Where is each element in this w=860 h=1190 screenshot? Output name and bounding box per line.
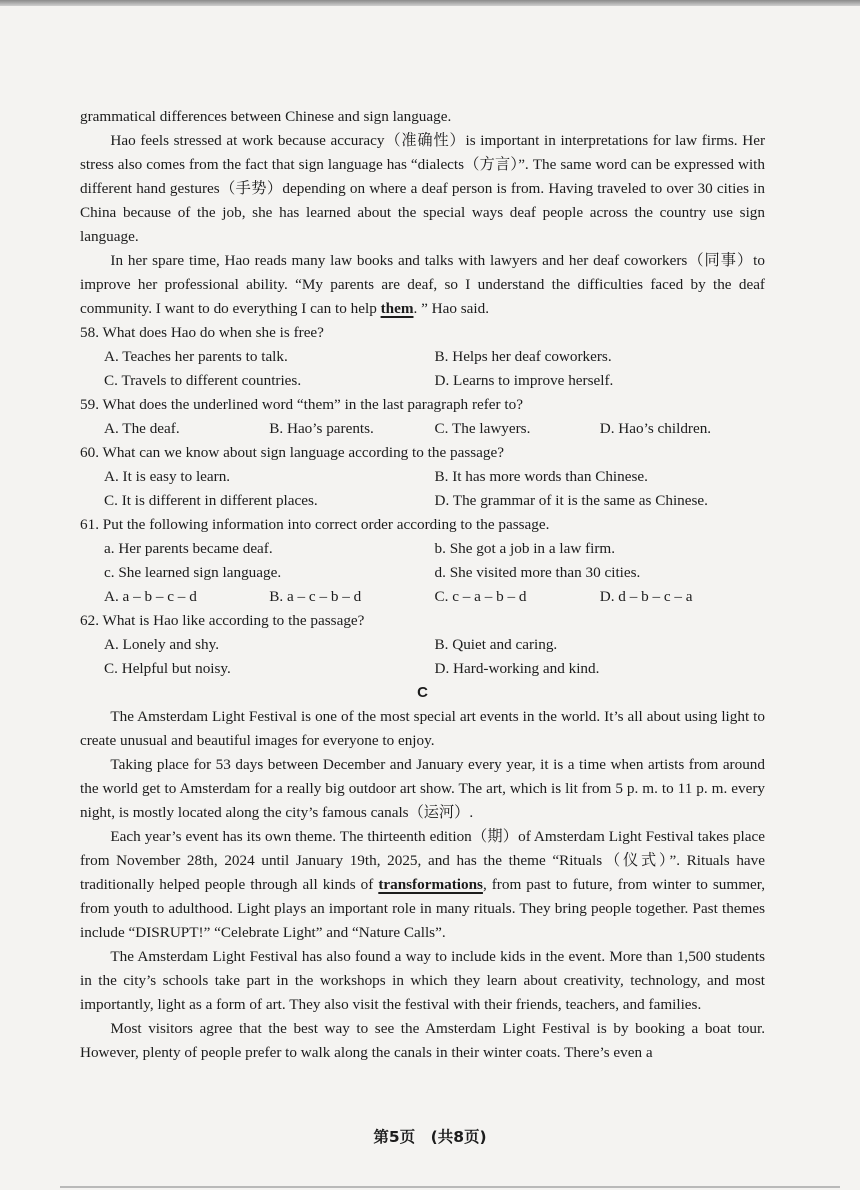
passage-c-paragraph-3 bbox=[80, 825, 765, 945]
ordering-item: b. She got a job in a law firm. bbox=[434, 540, 616, 557]
option: D. The grammar of it is the same as Chinese. bbox=[434, 492, 708, 509]
option: B. Helps her deaf coworkers. bbox=[434, 348, 612, 365]
scan-bottom-edge bbox=[60, 1186, 840, 1188]
question-62 bbox=[80, 609, 765, 681]
question-stem: 58. What does Hao do when she is free? bbox=[80, 324, 324, 341]
underlined-word-them: them bbox=[380, 300, 414, 317]
question-stem: 62. What is Hao like according to the passage? bbox=[80, 612, 365, 629]
options bbox=[80, 585, 765, 609]
option: A. The deaf. bbox=[104, 420, 180, 437]
passage-c-paragraph-1: The Amsterdam Light Festival is one of the most special art events in the world. It’s all about using light to create unusual and beautiful images for everyone to enjoy. bbox=[80, 708, 765, 749]
paragraph-text: In her spare time, Hao reads many law books and talks with lawyers and her deaf coworkers（同事）to improve her professional ability. “My parents are deaf, so I understand the difficulties faced by the deaf community. I want to do everything I can to help bbox=[80, 252, 765, 317]
scan-top-edge bbox=[0, 0, 860, 6]
ordering-item: a. Her parents became deaf. bbox=[104, 540, 273, 557]
option: B. It has more words than Chinese. bbox=[434, 468, 648, 485]
passage-c-paragraph-4: The Amsterdam Light Festival has also found a way to include kids in the event. More than 1,500 students in the city’s schools take part in the workshops in which they learn about creativity, technology, and most importantly, light as a form of art. They also visit the festival with their friends, teachers, and families. bbox=[80, 948, 765, 1013]
question-stem: 59. What does the underlined word “them” in the last paragraph refer to? bbox=[80, 396, 523, 413]
option: C. It is different in different places. bbox=[104, 492, 318, 509]
question-60 bbox=[80, 441, 765, 513]
option: B. Quiet and caring. bbox=[434, 636, 558, 653]
option: B. Hao’s parents. bbox=[269, 420, 374, 437]
option: A. Lonely and shy. bbox=[104, 636, 220, 653]
underlined-word-transformations: transformations bbox=[378, 876, 483, 893]
paragraph-text: Each year’s event has its own theme. The thirteenth edition（期）of Amsterdam Light Festival takes place from November 28th, 2024 until January 19th, 2025, and has the theme “Rituals（仪式）”. Rituals have traditionally helped people through all kinds of bbox=[80, 828, 765, 893]
question-stem: 61. Put the following information into correct order according to the passage. bbox=[80, 516, 550, 533]
ordering-item: c. She learned sign language. bbox=[104, 564, 282, 581]
passage-b-paragraph-1: Hao feels stressed at work because accuracy（准确性）is important in interpretations for law firms. Her stress also comes from the fact that sign language has “dialects（方言）”. The same word can be expressed with different hand gestures（手势）depending on where a deaf person is from. Having traveled to over 30 cities in China because of the job, she has learned about the special ways deaf people across the country use sign language. bbox=[80, 132, 765, 245]
paragraph-text: . ” Hao said. bbox=[413, 300, 489, 317]
options bbox=[80, 417, 765, 441]
question-59 bbox=[80, 393, 765, 441]
options bbox=[80, 465, 765, 513]
question-58 bbox=[80, 321, 765, 393]
paragraph-text: , from past to future, from winter to summer, from youth to adulthood. Light plays an important role in many rituals. They bring people together. Past themes include “DISRUPT!” “Celebrate Light” and “Nature Calls”. bbox=[80, 876, 765, 941]
option: A. Teaches her parents to talk. bbox=[104, 348, 288, 365]
passage-b-paragraph-2 bbox=[80, 249, 765, 321]
ordering-item: d. She visited more than 30 cities. bbox=[434, 564, 641, 581]
option: D. d – b – c – a bbox=[599, 588, 693, 605]
option: B. a – c – b – d bbox=[269, 588, 362, 605]
option: A. It is easy to learn. bbox=[104, 468, 231, 485]
exam-page bbox=[80, 105, 765, 1065]
passage-b-paragraph-0: grammatical differences between Chinese and sign language. bbox=[80, 108, 452, 125]
ordering-items bbox=[80, 537, 765, 585]
question-61 bbox=[80, 513, 765, 609]
option: D. Learns to improve herself. bbox=[434, 372, 614, 389]
option: C. Travels to different countries. bbox=[104, 372, 302, 389]
options bbox=[80, 633, 765, 681]
option: C. The lawyers. bbox=[434, 420, 531, 437]
options bbox=[80, 345, 765, 393]
option: D. Hao’s children. bbox=[599, 420, 712, 437]
option: D. Hard-working and kind. bbox=[434, 660, 600, 677]
passage-c-paragraph-2: Taking place for 53 days between December and January every year, it is a time when artists from around the world get to Amsterdam for a really big outdoor art show. The art, which is lit from 5 p. m. to 11 p. m. every night, is mostly located along the city’s famous canals（运河）. bbox=[80, 756, 765, 821]
option: C. c – a – b – d bbox=[434, 588, 527, 605]
question-stem: 60. What can we know about sign language according to the passage? bbox=[80, 444, 504, 461]
option: A. a – b – c – d bbox=[104, 588, 197, 605]
section-heading-c: C bbox=[417, 684, 428, 701]
option: C. Helpful but noisy. bbox=[104, 660, 231, 677]
page-number-footer: 第5页 (共8页) bbox=[373, 1128, 487, 1146]
passage-c-paragraph-5: Most visitors agree that the best way to see the Amsterdam Light Festival is by booking a boat tour. However, plenty of people prefer to walk along the canals in their winter coats. There’s even a bbox=[80, 1020, 765, 1061]
